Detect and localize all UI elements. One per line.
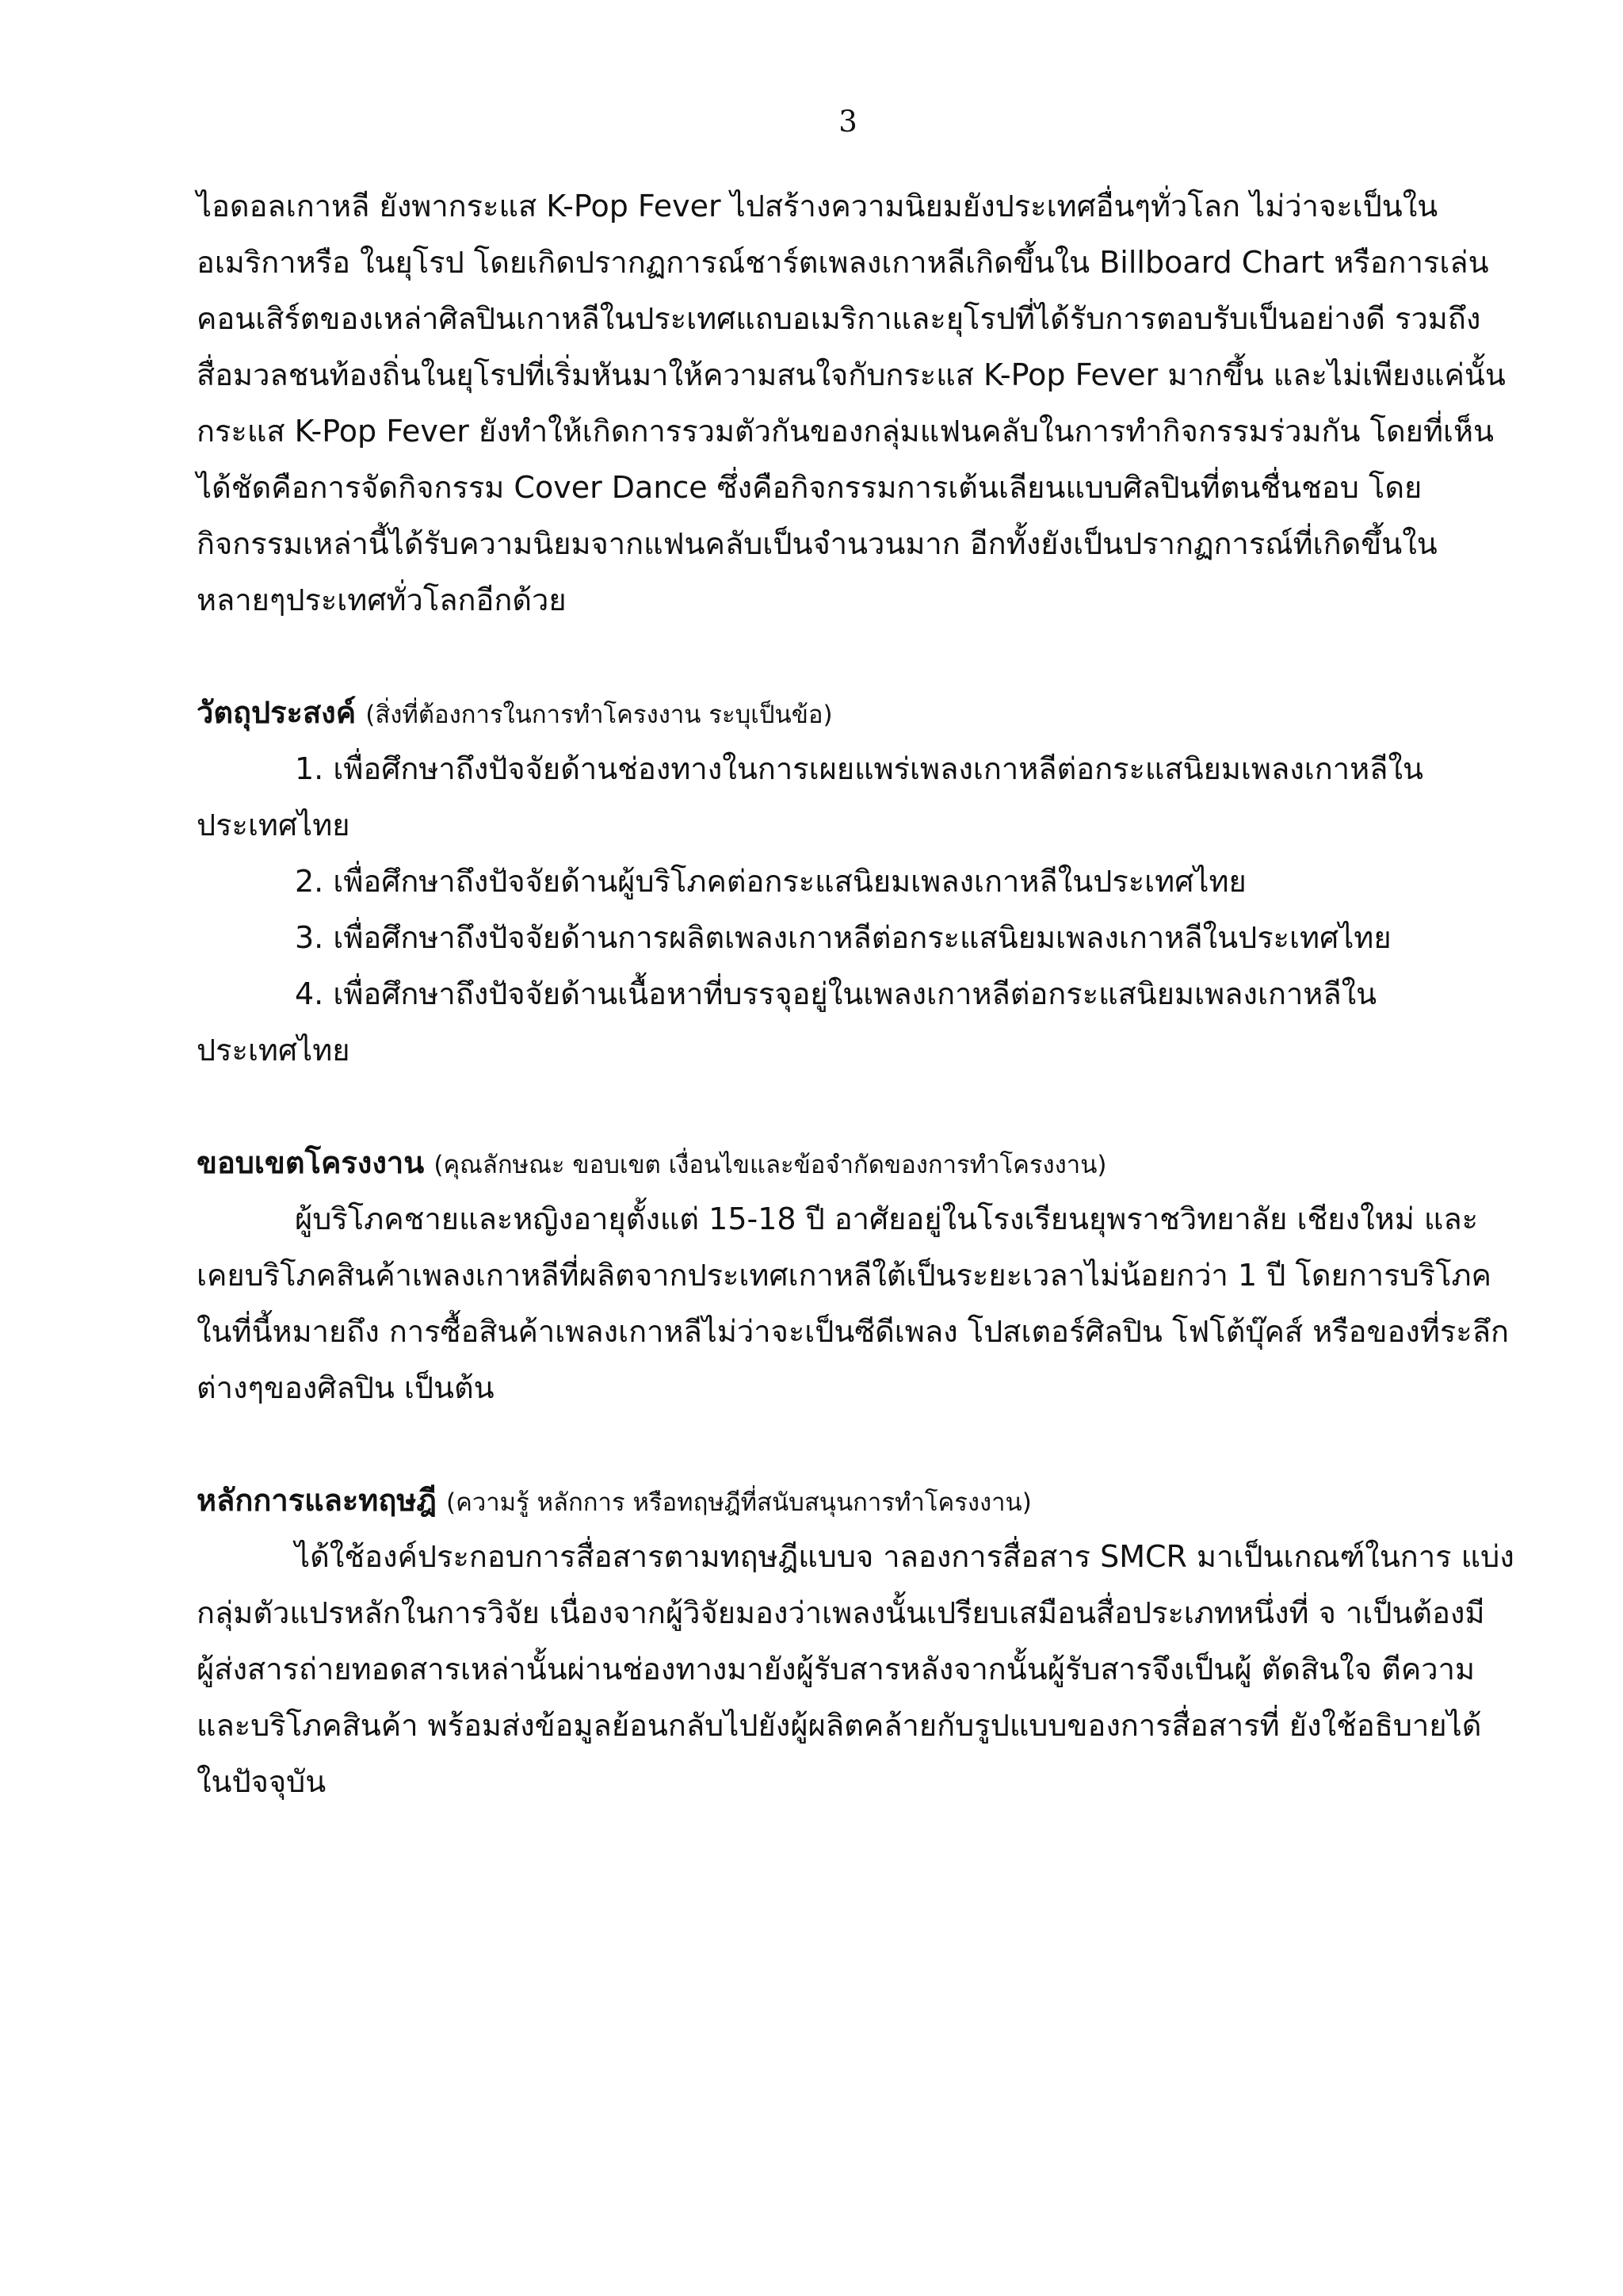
section-heading-note: (สิ่งที่ต้องการในการทำโครงงาน ระบุเป็นข้อ) — [365, 701, 833, 729]
document-body — [197, 178, 1514, 1810]
objective-item: 3. เพื่อศึกษาถึงปัจจัยด้านการผลิตเพลงเกาหลีต่อกระแสนิยมเพลงเกาหลีในประเทศไทย — [295, 920, 1392, 955]
paragraph-line: และบริโภคสินค้า พร้อมส่งข้อมูลย้อนกลับไปยังผู้ผลิตคล้ายกับรูปแบบของการสื่อสารที่ ยังใช้อธิบายได้ — [197, 1708, 1482, 1743]
objective-item-continuation: ประเทศไทย — [197, 808, 350, 842]
section-spacer — [197, 628, 1504, 685]
section-heading-note: (ความรู้ หลักการ หรือทฤษฎีที่สนับสนุนการทำโครงงาน) — [446, 1488, 1032, 1517]
paragraph-line: คอนเสิร์ตของเหล่าศิลปินเกาหลีในประเทศแถบอเมริกาและยุโรปที่ได้รับการตอบรับเป็นอย่างดี รวมถึง — [197, 301, 1481, 336]
paragraph-line: ได้ชัดคือการจัดกิจกรรม Cover Dance ซึ่งคือกิจกรรมการเต้นเลียนแบบศิลปินที่ตนชื่นชอบ โดย — [197, 470, 1423, 505]
objective-item: 1. เพื่อศึกษาถึงปัจจัยด้านช่องทางในการเผยแพร่เพลงเกาหลีต่อกระแสนิยมเพลงเกาหลีใน — [295, 751, 1423, 786]
objective-item: 4. เพื่อศึกษาถึงปัจจัยด้านเนื้อหาที่บรรจุอยู่ในเพลงเกาหลีต่อกระแสนิยมเพลงเกาหลีใน — [295, 976, 1377, 1011]
paragraph-line: ได้ใช้องค์ประกอบการสื่อสารตามทฤษฎีแบบจ าลองการสื่อสาร SMCR มาเป็นเกณฑ์ในการ แบ่ง — [295, 1539, 1514, 1574]
theory-heading-line — [197, 1473, 1504, 1529]
paragraph-line: ผู้ส่งสารถ่ายทอดสารเหล่านั้นผ่านช่องทางมายังผู้รับสารหลังจากนั้นผู้รับสารจึงเป็นผู้ ตัดสินใจ ตีความ — [197, 1652, 1475, 1687]
paragraph-line: เคยบริโภคสินค้าเพลงเกาหลีที่ผลิตจากประเทศเกาหลีใต้เป็นระยะเวลาไม่น้อยกว่า 1 ปี โดยการบริโภค — [197, 1258, 1491, 1293]
paragraph-line: หลายๆประเทศทั่วโลกอีกด้วย — [197, 583, 567, 617]
paragraph-line: อเมริกาหรือ ในยุโรป โดยเกิดปรากฏการณ์ชาร์ตเพลงเกาหลีเกิดขึ้นใน Billboard Chart หรือการเล่น — [197, 245, 1489, 280]
section-heading: ขอบเขตโครงงาน — [197, 1145, 425, 1180]
paragraph-line: สื่อมวลชนท้องถิ่นในยุโรปที่เริ่มหันมาให้ความสนใจกับกระแส K-Pop Fever มากขึ้น และไม่เพียงแค่นั้น — [197, 357, 1506, 392]
paragraph-line: กระแส K-Pop Fever ยังทำให้เกิดการรวมตัวกันของกลุ่มแฟนคลับในการทำกิจกรรมร่วมกัน โดยที่เห็น — [197, 414, 1495, 449]
section-spacer — [197, 1416, 1504, 1473]
objective-item: 2. เพื่อศึกษาถึงปัจจัยด้านผู้บริโภคต่อกระแสนิยมเพลงเกาหลีในประเทศไทย — [295, 864, 1247, 899]
section-spacer — [197, 1079, 1504, 1135]
paragraph-line: ผู้บริโภคชายและหญิงอายุตั้งแต่ 15-18 ปี อาศัยอยู่ในโรงเรียนยุพราชวิทยาลัย เชียงใหม่ และ — [295, 1201, 1479, 1236]
section-heading: หลักการและทฤษฎี — [197, 1483, 437, 1518]
objective-item-continuation: ประเทศไทย — [197, 1033, 350, 1068]
page-number: 3 — [838, 105, 857, 139]
section-heading: วัตถุประสงค์ — [197, 695, 357, 730]
paragraph-line: กลุ่มตัวแปรหลักในการวิจัย เนื่องจากผู้วิจัยมองว่าเพลงนั้นเปรียบเสมือนสื่อประเภทหนึ่งที่ จ าเป็นต้องมี — [197, 1595, 1485, 1630]
paragraph-line: ต่างๆของศิลปิน เป็นต้น — [197, 1370, 495, 1405]
paragraph-line: ในที่นี้หมายถึง การซื้อสินค้าเพลงเกาหลีไม่ว่าจะเป็นซีดีเพลง โปสเตอร์ศิลปิน โฟโต้บุ๊คส์ หรือของที่ระลึก — [197, 1314, 1509, 1349]
paragraph-line: กิจกรรมเหล่านี้ได้รับความนิยมจากแฟนคลับเป็นจำนวนมาก อีกทั้งยังเป็นปรากฏการณ์ที่เกิดขึ้นใน — [197, 526, 1438, 561]
paragraph-line: ในปัจจุบัน — [197, 1764, 327, 1799]
scope-heading-line — [197, 1135, 1504, 1191]
intro-paragraph — [197, 178, 1504, 628]
objectives-section — [197, 685, 1504, 1079]
theory-section — [197, 1473, 1514, 1810]
objectives-heading-line — [197, 685, 1504, 741]
scope-section — [197, 1135, 1509, 1416]
section-heading-note: (คุณลักษณะ ขอบเขต เงื่อนไขและข้อจำกัดของการทำโครงงาน) — [433, 1151, 1107, 1179]
paragraph-line: ไอดอลเกาหลี ยังพากระแส K-Pop Fever ไปสร้างความนิยมยังประเทศอื่นๆทั่วโลก ไม่ว่าจะเป็นใน — [197, 189, 1438, 223]
